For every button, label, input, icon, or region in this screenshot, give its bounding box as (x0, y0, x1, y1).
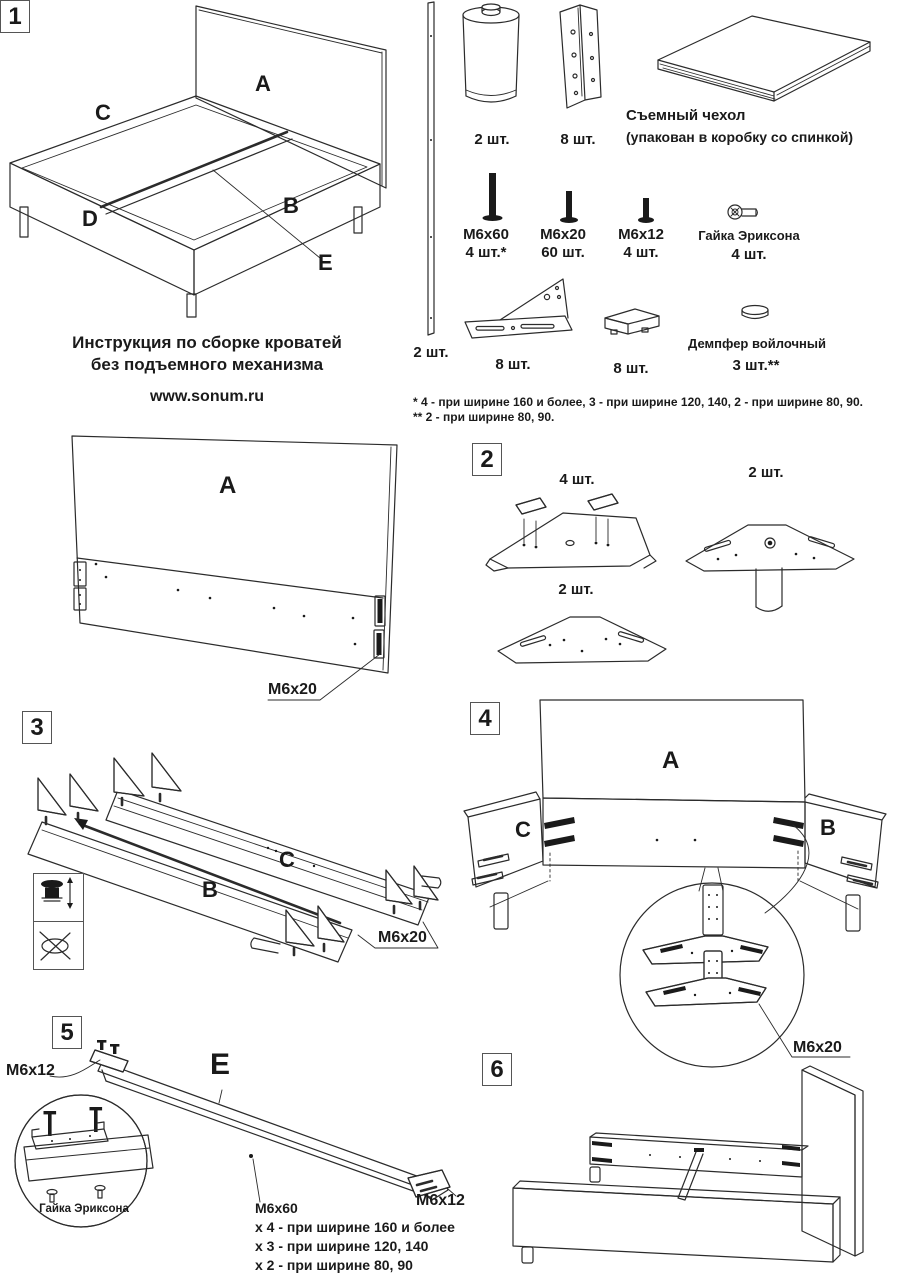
adjustable-foot-icon (34, 874, 83, 921)
slat-icon (428, 2, 434, 335)
cover-name: Съемный чехол (626, 107, 746, 124)
footnote-1: * 4 - при ширине 160 и более, 3 - при ширине 120, 140, 2 - при ширине 80, 90. (413, 395, 863, 409)
slat-qty: 2 шт. (413, 344, 449, 361)
step3-number-text: 3 (30, 713, 44, 741)
bolt12-name: M6x12 (618, 226, 664, 243)
step6-drawing (500, 1055, 900, 1280)
cover-icon (658, 16, 870, 101)
angle-qty: 8 шт. (560, 131, 596, 148)
step4-label-c: C (515, 817, 531, 842)
step3-label-c: C (279, 847, 295, 872)
step1-label-a: A (219, 472, 237, 499)
step5-note-title: M6x60 (255, 1200, 298, 1216)
pad-qty: 8 шт. (613, 360, 649, 377)
damper-name: Демпфер войлочный (688, 336, 826, 351)
step6-number-text: 6 (490, 1055, 504, 1083)
bolt-m6x60-icon (483, 173, 503, 221)
bracket-qty: 8 шт. (495, 356, 531, 373)
step5-nut-label: Гайка Эриксона (39, 1203, 129, 1215)
corner-bracket-icon (465, 279, 572, 338)
step2-qty-mid: 2 шт. (558, 581, 594, 598)
cover-note: (упакован в коробку со спинкой) (626, 129, 854, 145)
no-tool-prohibited-icon (34, 921, 83, 968)
step4-number-text: 4 (478, 704, 492, 732)
bolt-m6x20-icon (560, 191, 578, 223)
overview-label-e: E (318, 250, 333, 275)
step1-bolt-label: M6x20 (268, 681, 317, 698)
step3-bolt-label: M6x20 (378, 929, 427, 946)
bolt12-qty: 4 шт. (623, 244, 659, 261)
step5-label-e: E (209, 1048, 230, 1081)
step2-qty-top: 4 шт. (559, 471, 595, 488)
step3-label-b: B (202, 877, 218, 902)
felt-damper-icon (742, 306, 768, 319)
step3-inset-box (33, 873, 84, 970)
step4-label-b: B (820, 815, 836, 840)
step5-bolt-left-label: M6x12 (6, 1062, 55, 1079)
footnote-2: ** 2 - при ширине 80, 90. (413, 410, 555, 424)
step2-number-text: 2 (480, 445, 494, 473)
step5-note-2: x 3 - при ширине 120, 140 (255, 1238, 429, 1254)
step5-note-1: x 4 - при ширине 160 и более (255, 1219, 455, 1235)
leg-qty: 2 шт. (474, 131, 510, 148)
bolt20-qty: 60 шт. (541, 244, 585, 261)
damper-qty: 3 шт.** (732, 357, 780, 374)
step5-bolt-right-label: M6x12 (416, 1192, 465, 1209)
step2-drawing (478, 455, 878, 670)
bolt60-qty: 4 шт.* (465, 244, 507, 261)
step4-bolt-label: M6x20 (793, 1039, 842, 1056)
step1-number-text: 1 (8, 2, 22, 30)
step2-qty-right: 2 шт. (748, 464, 784, 481)
step5-note-3: x 2 - при ширине 80, 90 (255, 1257, 413, 1273)
bolt60-name: M6x60 (463, 226, 509, 243)
nut-name: Гайка Эриксона (698, 228, 800, 243)
step4-label-a: A (662, 747, 680, 774)
step5-number-text: 5 (60, 1018, 74, 1046)
doc-title-line1: Инструкция по сборке кроватей (72, 333, 342, 352)
bolt-m6x12-icon (638, 198, 654, 223)
angle-bracket-icon (560, 5, 601, 108)
overview-label-b: B (283, 193, 299, 218)
overview-label-a: A (255, 71, 271, 96)
leg-icon (463, 4, 519, 102)
bolt20-name: M6x20 (540, 226, 586, 243)
erikson-nut-icon (728, 205, 758, 219)
nut-qty: 4 шт. (731, 246, 767, 263)
step1-number (0, 0, 30, 33)
felt-pad-icon (605, 309, 659, 334)
overview-bed-drawing (0, 0, 420, 320)
overview-label-c: C (95, 100, 111, 125)
overview-label-d: D (82, 206, 98, 231)
website-link[interactable]: www.sonum.ru (149, 388, 265, 405)
doc-title-line2: без подъемного механизма (90, 355, 324, 374)
